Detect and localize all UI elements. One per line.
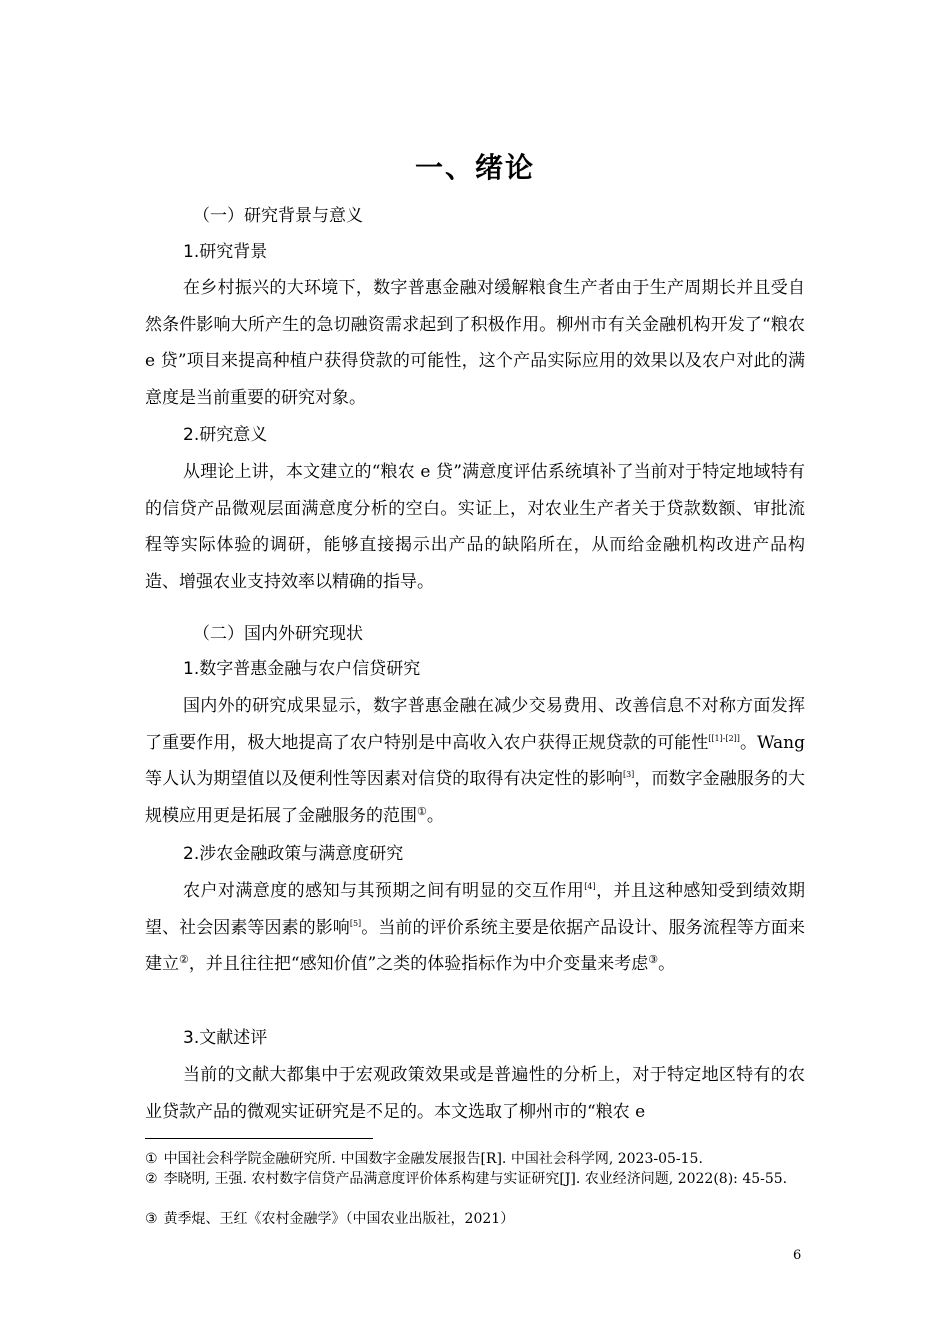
subheading-policy-satisfaction: 2.涉农金融政策与满意度研究: [183, 844, 404, 864]
footnote-1: [145, 1150, 810, 1168]
subheading-digital-finance: 1.数字普惠金融与农户信贷研究: [183, 659, 421, 679]
text-run: 国内外的研究成果显示，数字普惠金融在减少交易费用、改善信息不对称方面发挥了重要作用，极大地提高了农户特别是中高收入农户获得正规贷款的可能性: [145, 696, 805, 753]
paragraph-literature-review: 当前的文献大都集中于宏观政策效果或是普遍性的分析上，对于特定地区特有的农业贷款产品的微观实证研究是不足的。本文选取了柳州市的“粮农 e: [145, 1065, 805, 1122]
footnote-mark: ③: [145, 1211, 158, 1227]
footnote-ref: ②: [179, 953, 189, 967]
paragraph-research-background: 在乡村振兴的大环境下，数字普惠金融对缓解粮食生产者由于生产周期长并且受自然条件影响大所产生的急切融资需求起到了积极作用。柳州市有关金融机构开发了“粮农 e 贷”项目来提高种植户获得贷款的可能性，这个产品实际应用的效果以及农户对此的满意度是当前重要的研究对象。: [145, 278, 805, 408]
footnote-ref: ①: [417, 804, 427, 818]
footnote-mark: ②: [145, 1171, 158, 1187]
subheading-literature-review: 3.文献述评: [183, 1028, 268, 1048]
text-run: 。当前的评价系统主要是依据产品设计、服务流程等方面来建立: [145, 917, 806, 975]
text-run: ，而数字金融服务的大规模应用更是拓展了金融服务的范围: [145, 769, 806, 826]
text-run: 农户对满意度的感知与其预期之间有明显的交互作用: [183, 881, 585, 901]
paragraph-policy-satisfaction: [145, 873, 805, 983]
footnote-3: [145, 1210, 810, 1228]
footnote-divider: [145, 1138, 373, 1139]
footnote-text: 中国社会科学院金融研究所. 中国数字金融发展报告[R]. 中国社会科学网, 2023-05-15.: [163, 1151, 703, 1167]
subheading-research-background: 1.研究背景: [183, 242, 268, 262]
text-run: ，并且这种感知受到绩效期望、社会因素等因素的影响: [145, 881, 806, 938]
citation: [5]: [349, 918, 362, 928]
footnote-text: 李晓明, 王强. 农村数字信贷产品满意度评价体系构建与实证研究[J]. 农业经济问题, 2022(8): 45-55.: [163, 1171, 788, 1187]
text-run: 。: [658, 954, 676, 975]
section-heading-background: （一）研究背景与意义: [193, 206, 363, 226]
footnote-ref: ③: [648, 953, 659, 967]
footnote-2: [145, 1170, 810, 1188]
text-run: 。: [426, 805, 444, 826]
footnote-text: 黄季焜、王红《农村金融学》（中国农业出版社，2021）: [163, 1211, 515, 1227]
citation: [4]: [584, 882, 596, 891]
paragraph-research-significance: 从理论上讲，本文建立的“粮农 e 贷”满意度评估系统填补了当前对于特定地域特有的信贷产品微观层面满意度分析的空白。实证上，对农业生产者关于贷款数额、审批流程等实际体验的调研，能够直接揭示出产品的缺陷所在，从而给金融机构改进产品构造、增强农业支持效率以精确的指导。: [145, 462, 805, 592]
text-run: 。Wang 等人认为期望值以及便利性等因素对信贷的取得有决定性的影响: [145, 732, 806, 790]
citation: [[1]-[2]]: [708, 733, 740, 743]
paragraph-digital-finance: [145, 688, 805, 834]
subheading-research-significance: 2.研究意义: [183, 425, 268, 445]
text-run: ，并且往往把“感知价值”之类的体验指标作为中介变量来考虑: [188, 954, 649, 975]
page-number: 6: [793, 1248, 802, 1263]
citation: [3]: [622, 770, 635, 780]
section-heading-literature: （二）国内外研究现状: [193, 624, 363, 644]
chapter-title: 一、绪论: [414, 151, 535, 184]
footnote-mark: ①: [145, 1151, 158, 1167]
